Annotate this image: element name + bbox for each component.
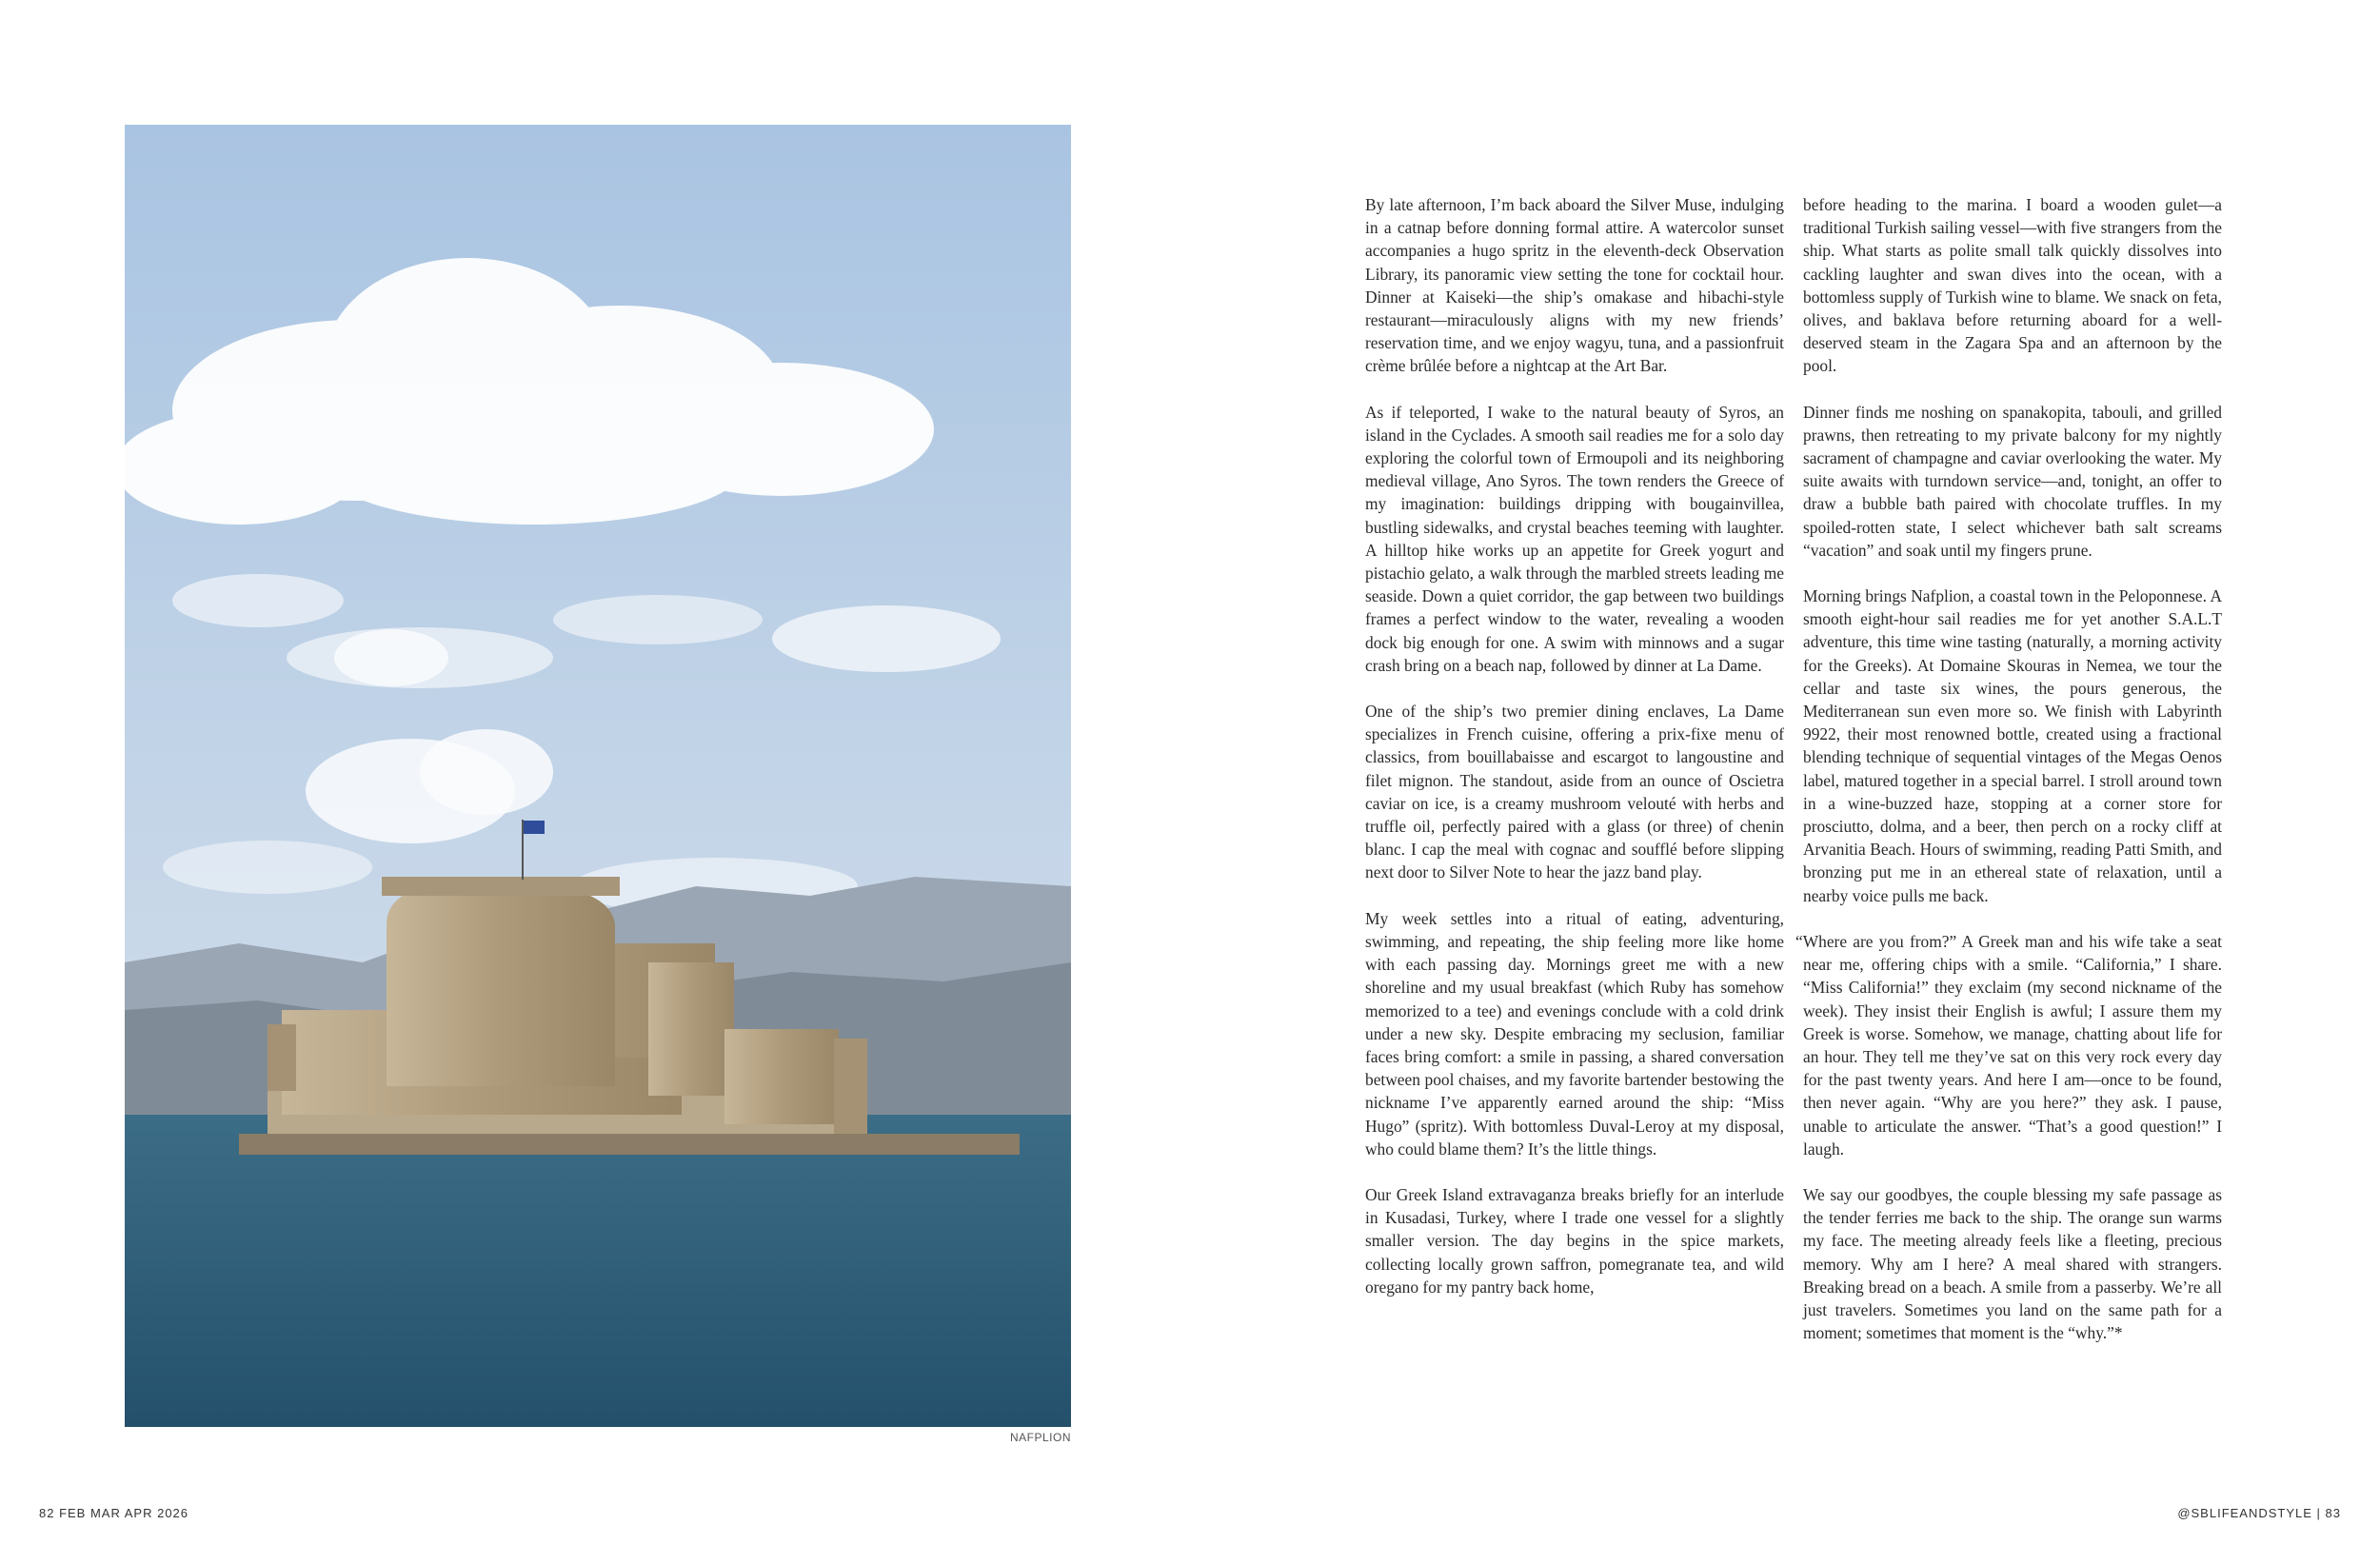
- paragraph: Dinner finds me noshing on spanakopita, tabouli, and grilled prawns, then retreating to my private balcony for my nightly sacrament of champagne and caviar overlooking the water. My suite awaits with turndown service—and, tonight, an offer to draw a bubble bath paired with chocolate truffles. In my spoiled-rotten state, I select whichever bath salt screams “vacation” and soak until my fingers prune.: [1803, 402, 2222, 560]
- nafplion-photo: [125, 125, 1071, 1427]
- fortress-illustration: [125, 125, 1071, 1427]
- sea: [125, 1115, 1071, 1427]
- article-column-right: [1795, 193, 2222, 1367]
- paragraph: before heading to the marina. I board a wooden gulet—a traditional Turkish sailing vessel—with five strangers from the ship. What starts as polite small talk quickly dissolves into cackling laughter and swan dives into the ocean, with a bottomless supply of Turkish wine to blame. We snack on feta, olives, and baklava before returning aboard for a well-deserved steam in the Zagara Spa and an afternoon by the pool.: [1803, 195, 2222, 376]
- paragraph: Morning brings Nafplion, a coastal town in the Peloponnese. A smooth eight-hour sail readies me for yet another S.A.L.T adventure, this time wine tasting (naturally, a morning activity for the Greeks). At Domaine Skouras in Nemea, we tour the cellar and taste six wines, the pours generous, the Mediterranean sun even more so. We finish with Labyrinth 9922, their most renowned bottle, created using a fractional blending technique of sequential vintages of the Megas Oenos label, matured together in a special barrel. I stroll around town in a wine-buzzed haze, stopping at a corner store for prosciutto, dolma, and a beer, then perch on a rocky cliff at Arvanitia Beach. Hours of swimming, reading Patti Smith, and bronzing put me in an ethereal state of relaxation, until a nearby voice pulls me back.: [1803, 586, 2222, 905]
- paragraph: We say our goodbyes, the couple blessing my safe passage as the tender ferries me back to the ship. The orange sun warms my face. The meeting already feels like a fleeting, precious memory. Why am I here? A meal shared with strangers. Breaking bread on a beach. A smile from a passerby. We’re all just travelers. Sometimes you land on the same path for a moment; sometimes that moment is the “why.”*: [1803, 1184, 2222, 1343]
- paragraph: Our Greek Island extravaganza breaks briefly for an interlude in Kusadasi, Turkey, where I trade one vessel for a slightly smaller version. The day begins in the spice markets, collecting locally grown saffron, pomegranate tea, and wild oregano for my pantry back home,: [1365, 1184, 1784, 1297]
- page-folio-left: 82 FEB MAR APR 2026: [39, 1506, 189, 1520]
- paragraph: My week settles into a ritual of eating, adventuring, swimming, and repeating, the ship feeling more like home with each passing day. Mornings greet me with a new shoreline and my usual breakfast (which Ruby has somehow memorized to a tee) and evenings conclude with a cold drink under a new sky. Despite embracing my seclusion, familiar faces bring comfort: a smile in passing, a shared conversation between pool chaises, and my favorite bartender bestowing the nickname I’ve apparently earned around the ship: “Miss Hugo” (spritz). With bottomless Duval-Leroy at my disposal, who could blame them? It’s the little things.: [1365, 908, 1784, 1159]
- paragraph: As if teleported, I wake to the natural beauty of Syros, an island in the Cyclades. A smooth sail readies me for a solo day exploring the colorful town of Ermoupoli and its neighboring medieval village, Ano Syros. The town renders the Greece of my imagination: buildings dripping with bougainvillea, bustling sidewalks, and crystal beaches teeming with laughter. A hilltop hike works up an appetite for Greek yogurt and pistachio gelato, a walk through the marbled streets leading me seaside. Down a quiet corridor, the gap between two buildings frames a perfect window to the water, revealing a wooden dock big enough for one. A swim with minnows and a sugar crash bring on a beach nap, followed by dinner at La Dame.: [1365, 402, 1784, 675]
- paragraph: By late afternoon, I’m back aboard the Silver Muse, indulging in a catnap before donning formal attire. A watercolor sunset accompanies a hugo spritz in the eleventh-deck Observation Library, its panoramic view setting the tone for cocktail hour. Dinner at Kaiseki—the ship’s omakase and hibachi-style restaurant—miraculously aligns with my new friends’ reservation time, and we enjoy wagyu, tuna, and a passionfruit crème brûlée before a nightcap at the Art Bar.: [1365, 195, 1784, 376]
- paragraph: One of the ship’s two premier dining enclaves, La Dame specializes in French cuisine, offering a prix-fixe menu of classics, from bouillabaisse and escargot to langoustine and filet mignon. The standout, aside from an ounce of Oscietra caviar on ice, is a creamy mushroom velouté with herbs and truffle oil, perfectly paired with a glass (or three) of chenin blanc. I cap the meal with cognac and soufflé before slipping next door to Silver Note to hear the jazz band play.: [1365, 702, 1784, 882]
- page-folio-right: @SBLIFEANDSTYLE | 83: [2177, 1506, 2341, 1520]
- article-column-left: [1365, 193, 1784, 1321]
- paragraph: “Where are you from?” A Greek man and his wife take a seat near me, offering chips with a smile. “California,” I share. “Miss California!” they exclaim (my second nickname of the week). They insist their English is awful; I assure them my Greek is worse. Somehow, we manage, chatting about life for an hour. They tell me they’ve sat on this very rock every day for the past twenty years. And here I am—once to be found, then never again. “Why are you here?” they ask. I pause, unable to articulate the answer. “That’s a good question!” I laugh.: [1795, 931, 2222, 1159]
- photo-caption: NAFPLION: [1009, 1431, 1071, 1444]
